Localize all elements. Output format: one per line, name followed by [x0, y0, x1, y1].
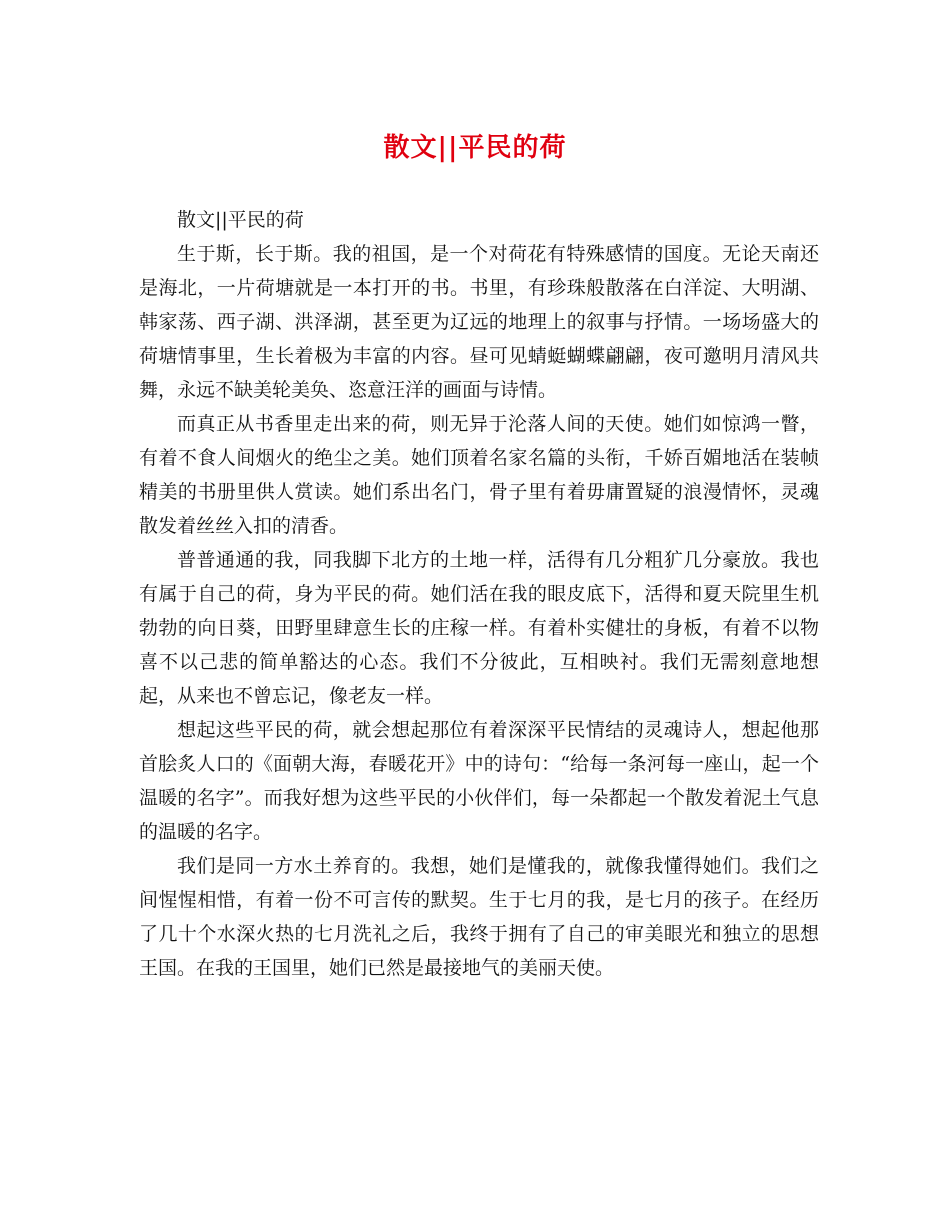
paragraph-subtitle: 散文||平民的荷: [177, 209, 304, 231]
paragraph-5: 我们是同一方水土养育的。我想，她们是懂我的，就像我懂得她们。我们之间惺惺相惜，有着一份不可言传的默契。生于七月的我，是七月的孩子。在经历了几十个水深火热的七月洗礼之后，我终于拥有了自己的审美眼光和独立的思想王国。在我的王国里，她们已然是最接地气的美丽天使。: [139, 855, 819, 979]
paragraph-3: 普普通通的我，同我脚下北方的土地一样，活得有几分粗犷几分豪放。我也有属于自己的荷，身为平民的荷。她们活在我的眼皮底下，活得和夏天院里生机勃勃的向日葵，田野里肆意生长的庄稼一样。有着朴实健壮的身板，有着不以物喜不以己悲的简单豁达的心态。我们不分彼此，互相映衬。我们无需刻意地想起，从来也不曾忘记，像老友一样。: [139, 549, 819, 707]
document-body: [139, 203, 819, 985]
paragraph-2: 而真正从书香里走出来的荷，则无异于沦落人间的天使。她们如惊鸿一瞥，有着不食人间烟火的绝尘之美。她们顶着名家名篇的头衔，千娇百媚地活在装帧精美的书册里供人赏读。她们系出名门，骨子里有着毋庸置疑的浪漫情怀，灵魂散发着丝丝入扣的清香。: [139, 413, 819, 537]
paragraph-1: 生于斯，长于斯。我的祖国，是一个对荷花有特殊感情的国度。无论天南还是海北，一片荷塘就是一本打开的书。书里，有珍珠般散落在白洋淀、大明湖、韩家荡、西子湖、洪泽湖，甚至更为辽远的地理上的叙事与抒情。一场场盛大的荷塘情事里，生长着极为丰富的内容。昼可见蜻蜓蝴蝶翩翩，夜可邀明月清风共舞，永远不缺美轮美奂、恣意汪洋的画面与诗情。: [139, 243, 819, 401]
document-title: 散文||平民的荷: [383, 133, 567, 163]
paragraph-4: 想起这些平民的荷，就会想起那位有着深深平民情结的灵魂诗人，想起他那首脍炙人口的《面朝大海，春暖花开》中的诗句：“给每一条河每一座山，起一个温暖的名字”。而我好想为这些平民的小伙伴们，每一朵都起一个散发着泥土气息的温暖的名字。: [139, 719, 819, 843]
